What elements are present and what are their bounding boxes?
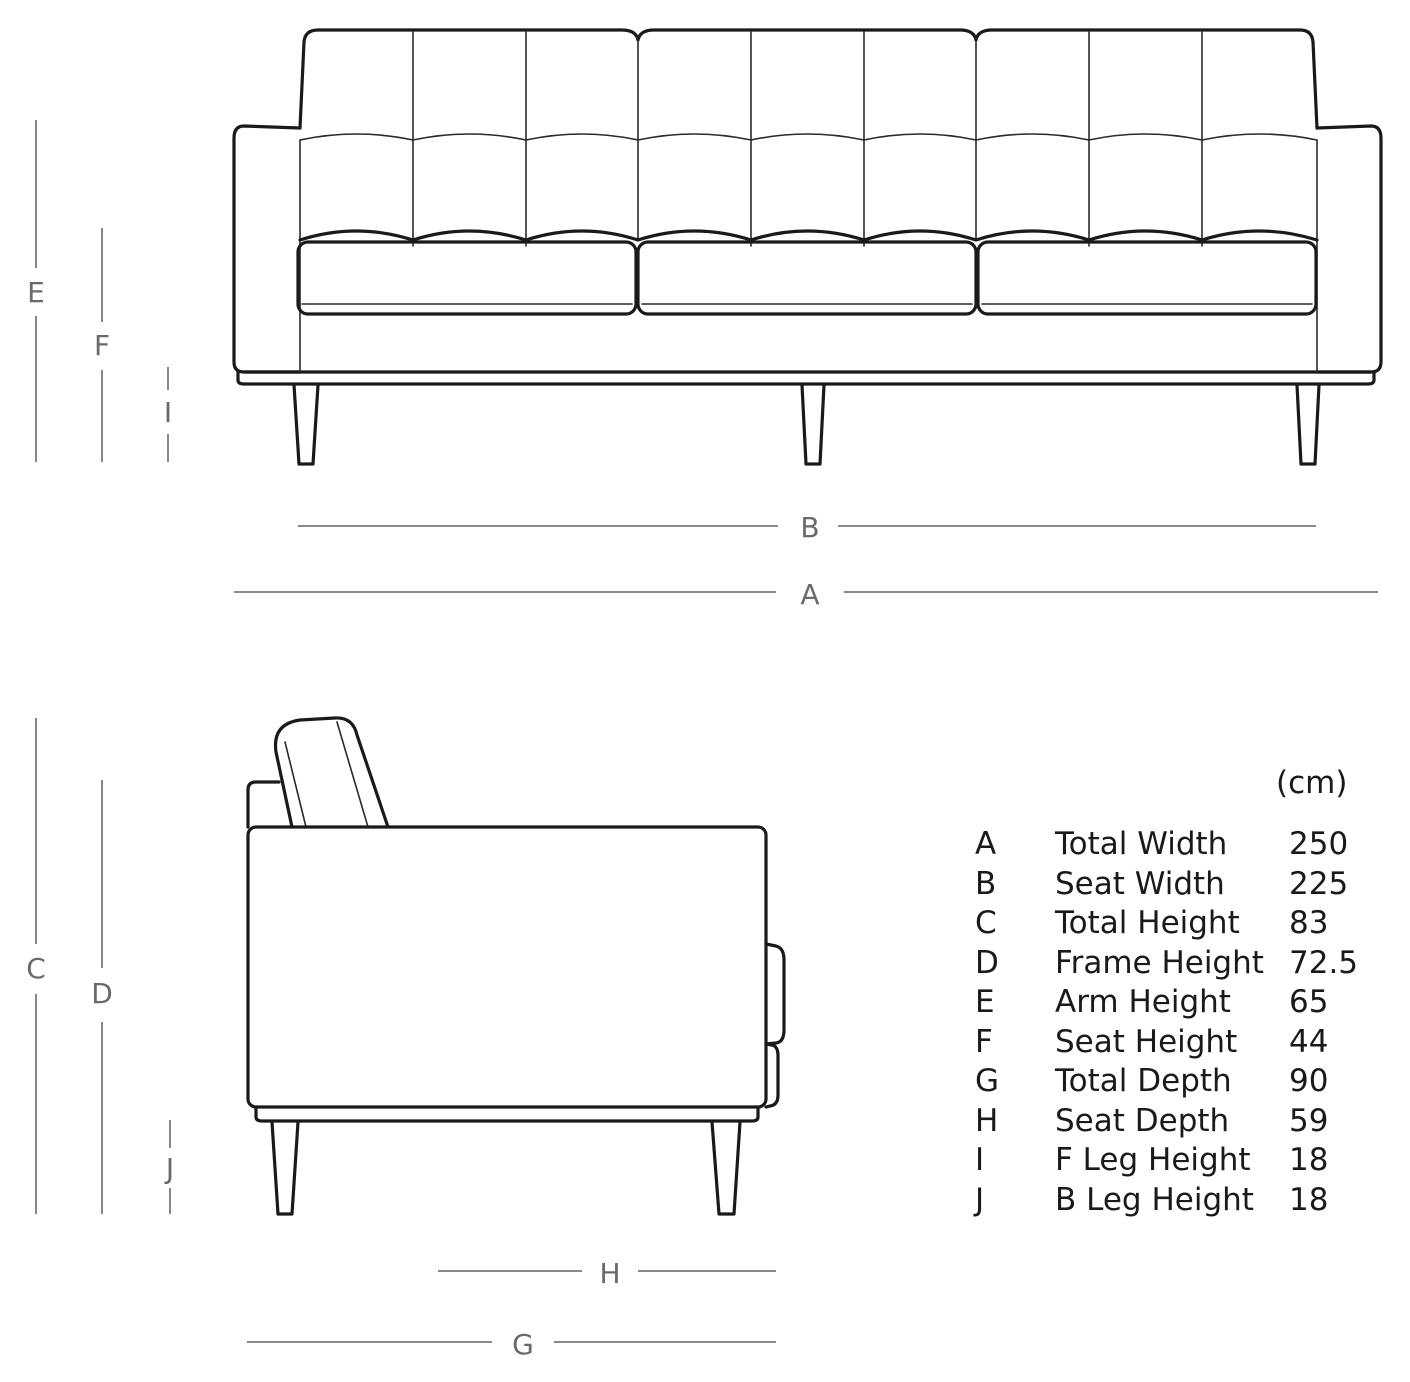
front-dimension-e [27,120,45,462]
spec-name: Total Width [1055,826,1228,862]
spec-value: 59 [1289,1103,1329,1139]
side-dimension-g [247,1328,776,1361]
spec-value: 65 [1289,984,1329,1020]
spec-name: Seat Width [1055,866,1225,902]
spec-name: Arm Height [1055,984,1231,1020]
label-d: D [91,977,113,1010]
spec-value: 225 [1289,866,1349,902]
spec-name: Seat Height [1055,1024,1238,1060]
spec-value: 72.5 [1289,945,1359,981]
spec-value: 83 [1289,905,1329,941]
label-e: E [27,276,45,309]
spec-value: 250 [1289,826,1349,862]
side-dimension-c [26,718,46,1214]
label-i: I [163,396,173,429]
label-a: A [800,578,820,611]
spec-name: Total Depth [1055,1063,1232,1099]
spec-unit-label: (cm) [1276,765,1348,801]
side-view-sofa [248,718,784,1214]
spec-key: F [975,1024,993,1060]
front-dimension-a [234,578,1378,611]
spec-value: 44 [1289,1024,1329,1060]
spec-key: A [975,826,997,862]
spec-key: E [975,984,995,1020]
spec-key: G [975,1063,1000,1099]
spec-key: D [975,945,999,981]
spec-name: B Leg Height [1055,1182,1254,1218]
side-dimension-d [91,780,113,1214]
side-dimension-j [164,1120,174,1214]
front-dimension-f [94,228,110,462]
spec-value: 18 [1289,1182,1329,1218]
spec-key: H [975,1103,999,1139]
front-view-sofa [234,30,1381,464]
side-dimension-h [438,1257,776,1290]
spec-name: Total Height [1055,905,1240,941]
spec-value: 18 [1289,1142,1329,1178]
label-b: B [800,511,820,544]
front-dimension-b [298,511,1316,544]
spec-name: F Leg Height [1055,1142,1251,1178]
label-j: J [165,1152,175,1185]
label-c: C [26,952,46,985]
spec-key: B [975,866,997,902]
spec-name: Frame Height [1055,945,1264,981]
front-dimension-i [164,367,172,462]
spec-value: 90 [1289,1063,1329,1099]
label-g: G [512,1328,534,1361]
label-f: F [93,329,111,362]
spec-key: I [975,1142,985,1178]
spec-key: J [975,1182,985,1218]
spec-name: Seat Depth [1055,1103,1230,1139]
spec-key: C [975,905,997,941]
label-h: H [599,1257,621,1290]
